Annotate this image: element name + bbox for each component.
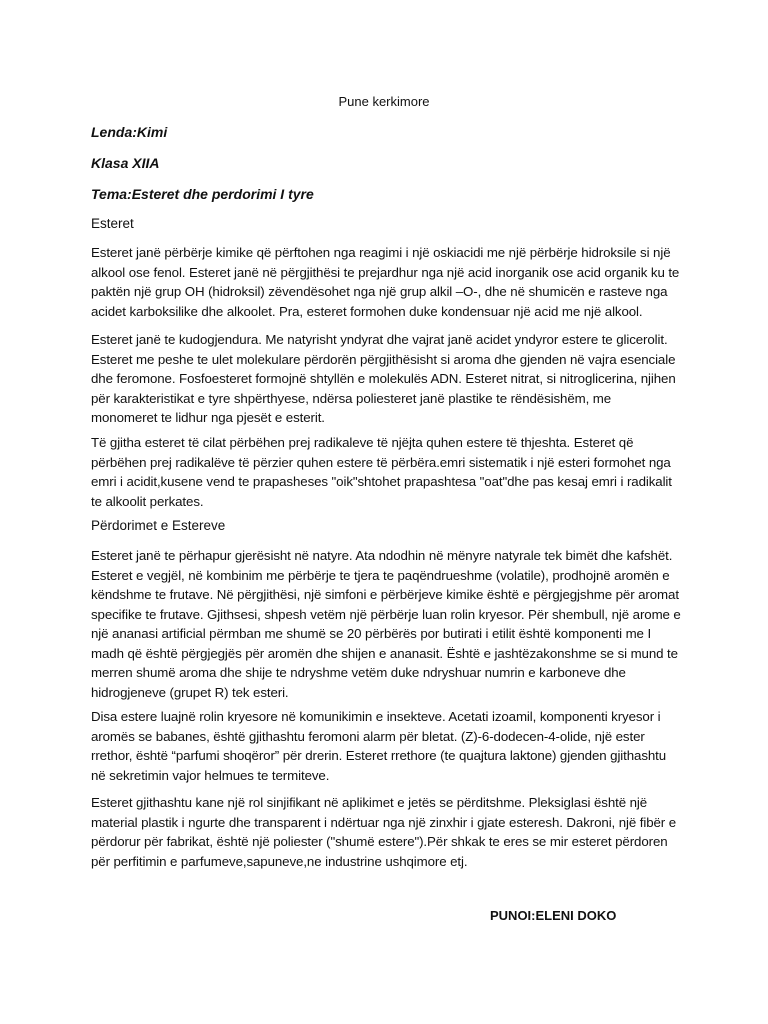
paragraph-insects: Disa estere luajnë rolin kryesore në komunikimin e insekteve. Acetati izoamil, komponenti kryesor i aromës se babanes, është gjithashtu feromoni alarm për bletat. (Z)-6-dodecen-4-olide, një ester rrethor, është “parfumi shoqëror” për drerin. Esteret rrethore (te quajtura laktone) gjenden gjithashtu në sekretimin vajor helmues te termiteve. (91, 709, 667, 783)
author-signature: PUNOI:ELENI DOKO (490, 908, 617, 923)
paragraph-applications: Esteret gjithashtu kane një rol sinjifikant në aplikimet e jetës se përditshme. Pleksiglasi është një material plastik i ngurte dhe transparent i ndërtuar nga një zinxhir i gjate esteresh. Dakroni, një fibër e përdorur për fabrikat, është një poliester ("shumë estere").Për shkak te eres se mir esteret përdoren për perfitimin e parfumeve,sapuneve,ne industrine ushqimore etj. (91, 795, 677, 869)
paragraph-definition: Esteret janë përbërje kimike që përftohen nga reagimi i një oskiacidi me një përbërje hidroksile si një alkool ose fenol. Esteret janë në përgjithësi te prejardhur nga një acid inorganik ose acid organik ku te paktën një grup OH (hidroksil) zëvendësohet nga një grup alkil –O-, dhe në shumicën e rasteve nga acidet karboksilike dhe alkoolet. Pra, esteret formohen duke kondensuar një acid me një alkool. (91, 245, 680, 319)
section-heading-uses: Përdorimet e Estereve (91, 518, 226, 533)
paragraph-occurrence: Esteret janë te kudogjendura. Me natyrisht yndyrat dhe vajrat janë acidet yndyror estere te glicerolit. Esteret me peshe te ulet molekulare përdorën përgjithësisht si aroma dhe gjenden në vajra esenciale dhe feromone. Fosfoesteret formojnë shtyllën e molekulës ADN. Esteret nitrat, si nitroglicerina, njihen për karakteristikat e tyre shpërthyese, ndërsa poliesteret janë plastike te rëndësishëm, me monomeret te lidhur nga pjesët e esterit. (91, 332, 676, 425)
document-title: Pune kerkimore (338, 94, 430, 109)
paragraph-naming: Të gjitha esteret të cilat përbëhen prej radikaleve të njëjta quhen estere të thjeshta. Esteret që përbëhen prej radikalëve të përzier quhen estere të përbëra.emri sistematik i një esteri formohet nga emri i acidit,kusene vend te prapasheses "oik"shtohet prapashtesa "oat"dhe pas kesaj emri i radikalit te alkoolit perkates. (91, 435, 672, 509)
subject-line: Lenda:Kimi (91, 124, 168, 140)
topic-line: Tema:Esteret dhe perdorimi I tyre (91, 186, 314, 202)
class-line: Klasa XIIA (91, 155, 160, 171)
section-heading-esteret: Esteret (91, 216, 134, 231)
paragraph-nature: Esteret janë te përhapur gjerësisht në natyre. Ata ndodhin në mënyre natyrale tek bimët dhe kafshët. Esteret e vegjël, në kombinim me përbërje te tjera te paqëndrueshme (volatile), prodhojnë aromën e këndshme te frutave. Në përgjithësi, një simfoni e përbërjeve kimike është e përgjegjshme për aromat specifike te frutave. Gjithsesi, shpesh vetëm një përbërje luan rolin kryesor. Për shembull, një arome e një ananasi artificial përmban me shumë se 20 përbërës por butirati i etilit është komponenti me I madh që është përgjegjës për aromën dhe shijen e ananasit. Është e jashtëzakonshme se si mund te merren shumë aroma dhe shije te ndryshme vetëm duke ndryshuar numrin e karboneve dhe hidrogjeneve (grupet R) tek esteri. (91, 548, 681, 700)
